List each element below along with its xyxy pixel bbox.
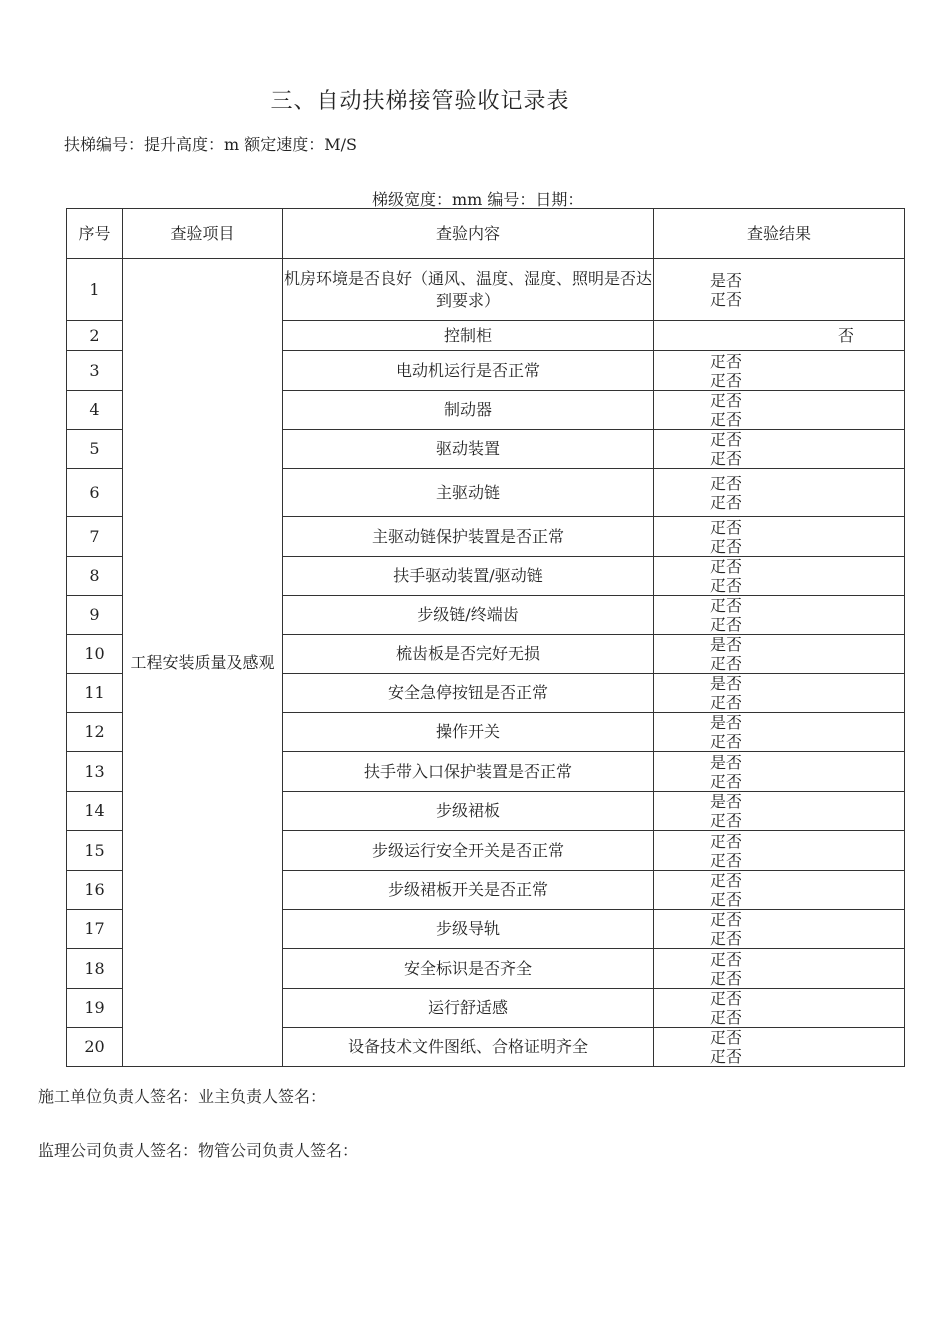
- row-number: 14: [67, 792, 123, 831]
- row-number: 13: [67, 752, 123, 792]
- row-number: 6: [67, 469, 123, 517]
- row-number: 1: [67, 259, 123, 321]
- row-result: [654, 949, 905, 989]
- signature-line-1: 施工单位负责人签名：业主负责人签名：: [38, 1087, 327, 1106]
- row-content: 安全标识是否齐全: [283, 949, 654, 989]
- header-result: 查验结果: [654, 209, 905, 259]
- row-result: [654, 989, 905, 1028]
- row-number: 9: [67, 596, 123, 635]
- result-option[interactable]: 疋否: [710, 850, 743, 870]
- row-content: 扶手驱动装置/驱动链: [283, 557, 654, 596]
- result-option[interactable]: 疋否: [710, 949, 743, 969]
- row-content: 步级运行安全开关是否正常: [283, 831, 654, 871]
- result-option[interactable]: 疋否: [710, 871, 743, 890]
- header-item: 查验项目: [123, 209, 283, 259]
- result-option[interactable]: 疋否: [710, 351, 743, 371]
- result-option[interactable]: 疋否: [710, 968, 743, 988]
- row-content: 操作开关: [283, 713, 654, 752]
- row-result: [654, 430, 905, 469]
- result-option[interactable]: 疋否: [710, 615, 743, 634]
- result-option[interactable]: 疋否: [710, 989, 743, 1008]
- result-option[interactable]: 否: [837, 326, 854, 345]
- row-result: [654, 596, 905, 635]
- row-number: 8: [67, 557, 123, 596]
- row-number: 16: [67, 871, 123, 910]
- result-option[interactable]: 是否: [710, 635, 743, 654]
- result-option[interactable]: 是否: [710, 792, 743, 811]
- row-number: 17: [67, 910, 123, 949]
- result-option[interactable]: 疋否: [710, 391, 743, 410]
- result-option[interactable]: 疋否: [710, 929, 743, 948]
- result-option[interactable]: 疋否: [710, 576, 743, 595]
- row-content: 步级导轨: [283, 910, 654, 949]
- row-content: 步级裙板: [283, 792, 654, 831]
- result-option[interactable]: 疋否: [710, 557, 743, 576]
- row-number: 2: [67, 321, 123, 351]
- row-content: 运行舒适感: [283, 989, 654, 1028]
- result-option[interactable]: 疋否: [710, 517, 743, 537]
- result-option[interactable]: 疋否: [710, 771, 743, 791]
- result-option[interactable]: 疋否: [710, 289, 743, 309]
- result-option[interactable]: 疋否: [710, 596, 743, 615]
- result-option[interactable]: 疋否: [710, 1028, 743, 1047]
- row-result: [654, 792, 905, 831]
- result-option[interactable]: 疋否: [710, 430, 743, 449]
- row-content: 梳齿板是否完好无损: [283, 635, 654, 674]
- row-result: [654, 469, 905, 517]
- header-info-line2: 梯级宽度：mm 编号：日期：: [372, 190, 584, 209]
- row-number: 4: [67, 391, 123, 430]
- result-option[interactable]: 疋否: [710, 492, 743, 512]
- row-result: [654, 391, 905, 430]
- row-number: 5: [67, 430, 123, 469]
- result-option[interactable]: 是否: [710, 270, 743, 290]
- row-result: [654, 259, 905, 321]
- row-content: 电动机运行是否正常: [283, 351, 654, 391]
- result-option[interactable]: 是否: [710, 674, 743, 693]
- row-content: 机房环境是否良好（通风、温度、湿度、照明是否达到要求）: [283, 259, 654, 321]
- row-content: 主驱动链: [283, 469, 654, 517]
- header-content: 查验内容: [283, 209, 654, 259]
- table-header-row: [67, 209, 905, 259]
- result-option[interactable]: 疋否: [710, 831, 743, 851]
- row-content: 安全急停按钮是否正常: [283, 674, 654, 713]
- row-number: 19: [67, 989, 123, 1028]
- table-body: [67, 259, 905, 1067]
- row-content: 设备技术文件图纸、合格证明齐全: [283, 1028, 654, 1067]
- row-content: 步级裙板开关是否正常: [283, 871, 654, 910]
- result-option[interactable]: 疋否: [710, 1047, 743, 1066]
- result-option[interactable]: 是否: [710, 713, 743, 732]
- header-seq: 序号: [67, 209, 123, 259]
- result-option[interactable]: 疋否: [710, 693, 743, 712]
- row-result: [654, 557, 905, 596]
- result-option[interactable]: 疋否: [710, 1008, 743, 1027]
- row-result: [654, 831, 905, 871]
- row-result: [654, 351, 905, 391]
- result-option[interactable]: 疋否: [710, 370, 743, 390]
- row-number: 15: [67, 831, 123, 871]
- header-info-line1: 扶梯编号：提升高度：m 额定速度：M/S: [64, 135, 357, 154]
- result-option[interactable]: 疋否: [710, 410, 743, 429]
- row-result: [654, 713, 905, 752]
- row-number: 18: [67, 949, 123, 989]
- result-option[interactable]: 是否: [710, 752, 743, 772]
- row-content: 制动器: [283, 391, 654, 430]
- row-number: 10: [67, 635, 123, 674]
- row-content: 驱动装置: [283, 430, 654, 469]
- row-number: 7: [67, 517, 123, 557]
- result-option[interactable]: 疋否: [710, 910, 743, 929]
- result-option[interactable]: 疋否: [710, 536, 743, 556]
- item-category: 工程安装质量及感观: [123, 259, 283, 1067]
- row-result: [654, 635, 905, 674]
- row-content: 控制柜: [283, 321, 654, 351]
- inspection-table: [66, 208, 905, 1067]
- row-number: 12: [67, 713, 123, 752]
- row-result: [654, 910, 905, 949]
- result-option[interactable]: 疋否: [710, 449, 743, 468]
- result-option[interactable]: 疋否: [710, 732, 743, 751]
- row-content: 步级链/终端齿: [283, 596, 654, 635]
- row-result: [654, 517, 905, 557]
- result-option[interactable]: 疋否: [710, 890, 743, 909]
- row-content: 主驱动链保护装置是否正常: [283, 517, 654, 557]
- document-title: 三、自动扶梯接管验收记录表: [270, 89, 570, 114]
- result-option[interactable]: 疋否: [710, 654, 743, 673]
- row-content: 扶手带入口保护装置是否正常: [283, 752, 654, 792]
- row-result: [654, 871, 905, 910]
- row-result: [654, 752, 905, 792]
- result-option[interactable]: 疋否: [710, 473, 743, 493]
- row-result: [654, 321, 905, 351]
- row-number: 20: [67, 1028, 123, 1067]
- row-result: [654, 1028, 905, 1067]
- signature-line-2: 监理公司负责人签名：物管公司负责人签名：: [38, 1141, 359, 1160]
- row-result: [654, 674, 905, 713]
- row-number: 11: [67, 674, 123, 713]
- row-number: 3: [67, 351, 123, 391]
- result-option[interactable]: 疋否: [710, 811, 743, 830]
- table-row: [67, 259, 905, 321]
